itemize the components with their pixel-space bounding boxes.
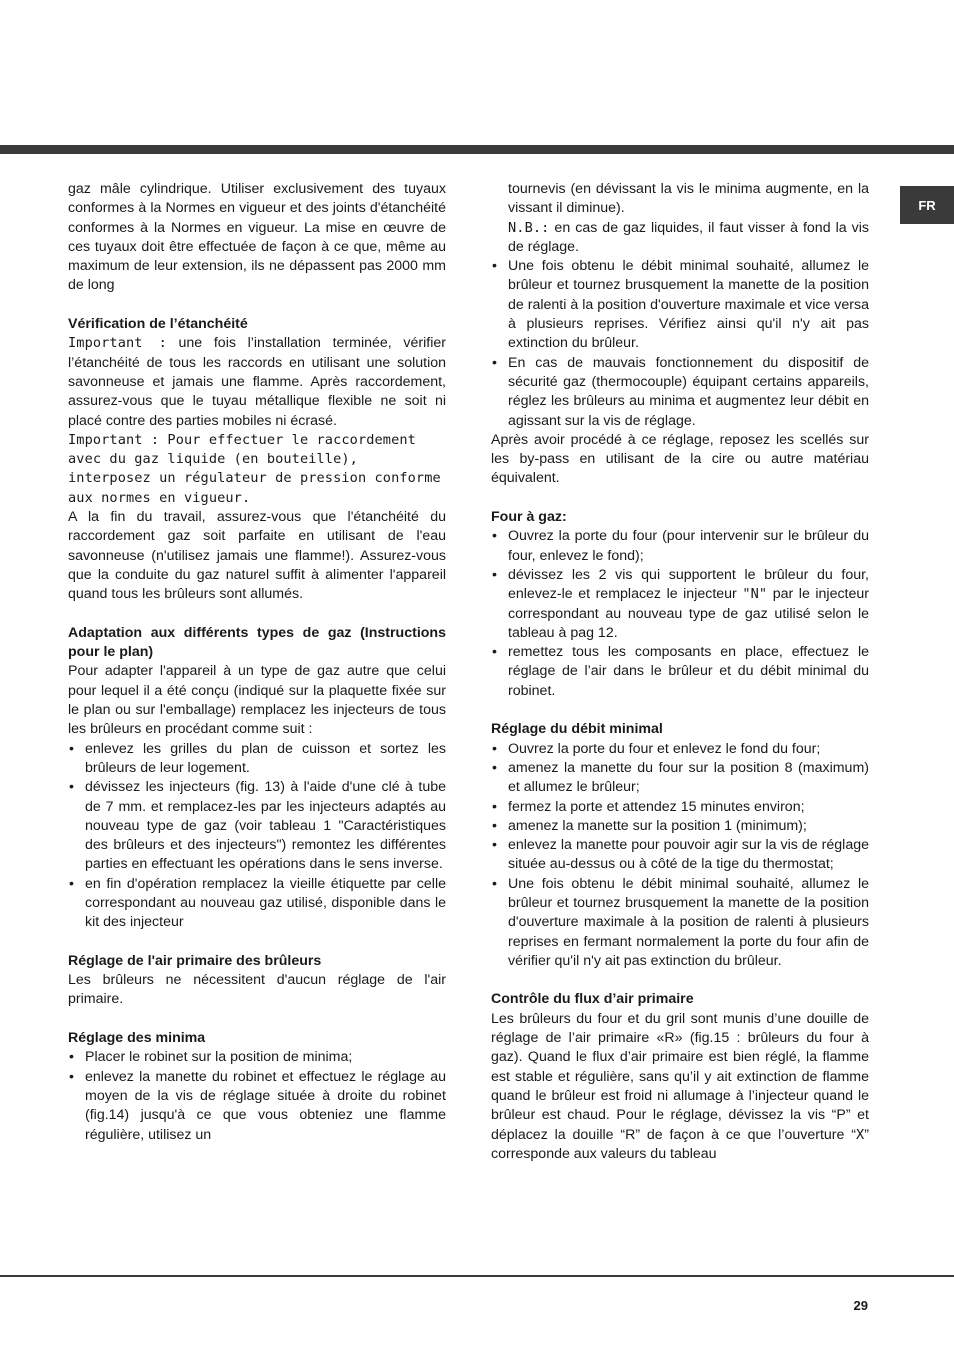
four-gaz-heading: Four à gaz: (491, 509, 567, 526)
list-item: • Ouvrez la porte du four (pour intervenir sur le brûleur du four, enlevez le fond); (491, 527, 869, 566)
flux-text: Les brûleurs du four et du gril sont munis d’une douille de réglage de l’air primaire «R» (fig.15 : brûleurs du four à gaz). Quand le flux d’air primaire est bien réglé, la flamme est stable et régulière, sans qu’il y ait extinction de flamme quand le brûleur est froid ni allumage à l’injecteur quand le brûleur est chaud. Pour le réglage, dévissez la vis “P” et déplacez la douille “R” de façon à ce que l’ouverture “ (491, 1010, 869, 1143)
important-label: Important : (68, 335, 167, 352)
opening-x-label: X (855, 1126, 865, 1143)
etancheite-text: une fois l’installation terminée, vérifier l’étanchéité de tous les raccords en utilisant une solution savonneuse et jamais une flamme. Après raccordement, assurez-vous que le tuyau métallique flexible ne soit ni placé contre des parties mobiles ni écrasé. (68, 335, 446, 429)
list-item: • Placer le robinet sur la position de minima; (68, 1048, 446, 1067)
list-item: • fermez la porte et attendez 15 minutes environ; (491, 798, 869, 817)
list-item: • en fin d'opération remplacez la vieille étiquette par celle correspondant au nouveau gaz utilisé, disponible dans le kit des injecteur (68, 875, 446, 933)
air-primaire-heading: Réglage de l'air primaire des brûleurs (68, 952, 322, 969)
etancheite-paragraph-2: A la fin du travail, assurez-vous que l'étanchéité du raccordement gaz soit parfaite en utilisant de l'eau savonneuse (n'utilisez jamais une flamme!). Assurez-vous que la conduite du gaz naturel suffit à alimenter l'appareil quand tous les brûleurs sont allumés. (68, 509, 446, 603)
debit-minimal-heading: Réglage du débit minimal (491, 721, 663, 738)
etancheite-heading: Vérification de l’étanchéité (68, 316, 248, 333)
list-item: • Ouvrez la porte du four et enlevez le fond du four; (491, 740, 869, 759)
intro-paragraph: gaz mâle cylindrique. Utiliser exclusivement des tuyaux conformes à la Normes en vigueur et des joints d'étanchéité conformes à la Normes en vigueur. La mise en œuvre de ces tuyaux doit être effectuée de façon à ce que, même au maximum de leur extension, ils ne dépassent pas 2000 mm de long (68, 181, 446, 294)
list-item: • enlevez les grilles du plan de cuisson et sortez les brûleurs de leur logement. (68, 740, 446, 779)
flux-air-paragraph (491, 1010, 869, 1164)
list-item: • enlevez la manette pour pouvoir agir sur la vis de réglage située au-dessus ou à côté de la tige du thermostat; (491, 836, 869, 875)
list-item (491, 566, 869, 643)
list-item: • amenez la manette sur la position 1 (minimum); (491, 817, 869, 836)
list-item: • En cas de mauvais fonctionnement du dispositif de sécurité gaz (thermocouple) équipant certains appareils, réglez les brûleurs au minima et augmentez leur débit en agissant sur la vis de réglage. (491, 354, 869, 431)
top-rule (0, 145, 954, 154)
etancheite-paragraph (68, 334, 446, 430)
nb-text: en cas de gaz liquides, il faut visser à fond la vis de réglage. (508, 219, 869, 255)
nb-note (491, 219, 869, 258)
list-item-text: dévissez les 2 vis qui supportent le brûleur du four, enlevez-le et remplacez le injecteur (508, 566, 869, 603)
bottom-rule (0, 1275, 954, 1277)
adaptation-paragraph: Pour adapter l'appareil à un type de gaz autre que celui pour lequel il a été conçu (indiqué sur la plaquette fixée sur le plan ou sur l'emballage) remplacez les injecteurs de tous les brûleurs en procédant comme suit : (68, 663, 446, 738)
flux-text: ” corresponde aux valeurs du tableau (491, 1126, 869, 1162)
injector-n-label: "N" (742, 586, 768, 603)
important-warning: Important : Pour effectuer le raccordement avec du gaz liquide (en bouteille), interposez un régulateur de pression conforme aux normes en vigueur. (68, 431, 441, 506)
list-item: • amenez la manette du four sur la position 8 (maximum) et allumez le brûleur; (491, 759, 869, 798)
list-item: • enlevez la manette du robinet et effectuez le réglage au moyen de la vis de réglage située à droite du robinet (fig.14) jusqu'à ce que vous obteniez une flamme régulière, utilisez un (68, 1068, 446, 1145)
list-item: • dévissez les injecteurs (fig. 13) à l'aide d'une clé à tube de 7 mm. et remplacez-les par les injecteurs adaptés au nouveau type de gaz (voir tableau 1 "Caractéristiques des brûleurs et des injecteurs") remontez les différentes parties en effectuant les opérations dans le sens inverse. (68, 778, 446, 874)
list-item-text: par le injecteur correspondant au nouveau type de gaz utilisé selon le tableau à pag 12. (508, 586, 870, 641)
continued-text: tournevis (en dévissant la vis le minima augmente, en la vissant il diminue). (508, 181, 869, 217)
air-primaire-paragraph: Les brûleurs ne nécessitent d'aucun réglage de l'air primaire. (68, 972, 446, 1008)
page-number: 29 (853, 1298, 868, 1313)
left-column (68, 180, 446, 1145)
right-column (491, 180, 869, 1164)
minima-heading: Réglage des minima (68, 1030, 206, 1047)
language-tab: FR (900, 186, 954, 224)
flux-air-heading: Contrôle du flux d’air primaire (491, 991, 694, 1008)
list-item: • Une fois obtenu le débit minimal souhaité, allumez le brûleur et tournez brusquement la manette de la position de ralenti à la position d'ouverture maximale et vice versa à plusieurs reprises. Vérifiez ainsi qu'il n'y ait pas extinction du brûleur. (491, 257, 869, 353)
scelles-paragraph: Après avoir procédé à ce réglage, reposez les scellés sur les by-pass en utilisant de la cire ou autre matériau équivalent. (491, 431, 869, 487)
list-item: • Une fois obtenu le débit minimal souhaité, allumez le brûleur et tournez brusquement la manette de la position d'ouverture maximale à la position de ralenti à plusieurs reprises en fermant normalement la porte du four afin de vérifier qu'il n'y ait pas extinction du brûleur. (491, 875, 869, 971)
list-item: • remettez tous les composants en place, effectuez le réglage de l’air dans le brûleur et du débit minimal du robinet. (491, 643, 869, 701)
adaptation-heading: Adaptation aux différents types de gaz (Instructions pour le plan) (68, 624, 446, 661)
nb-label: N.B.: (508, 219, 550, 236)
